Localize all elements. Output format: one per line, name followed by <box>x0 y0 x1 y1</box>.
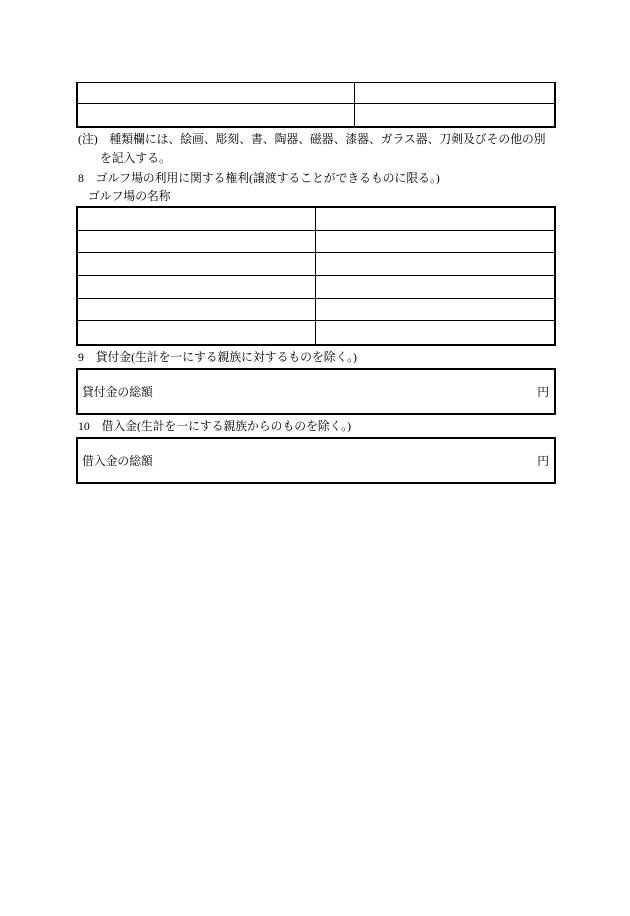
table-cell <box>355 83 554 104</box>
table-cell <box>78 276 316 299</box>
table-cell <box>78 321 316 344</box>
section-8-heading: 8 ゴルフ場の利用に関する権利(譲渡することができるものに限る。) <box>78 171 440 185</box>
table-cell <box>316 299 554 322</box>
section-9-heading: 9 貸付金(生計を一にする親族に対するものを除く。) <box>78 350 357 364</box>
yen-unit: 円 <box>537 384 549 399</box>
art-objects-table <box>76 82 556 128</box>
note-text: (注) 種類欄には、絵画、彫刻、書、陶器、磁器、漆器、ガラス器、刀剣及びその他の別 <box>78 132 546 146</box>
loans-receivable-total-label: 貸付金の総額 <box>82 384 153 399</box>
borrowings-total-box <box>76 437 556 484</box>
table-cell <box>78 104 355 126</box>
table-cell <box>78 253 316 276</box>
table-cell <box>78 83 355 104</box>
section-10-heading: 10 借入金(生計を一にする親族からのものを除く。) <box>78 419 352 433</box>
table-cell <box>316 231 554 254</box>
yen-unit: 円 <box>537 453 549 468</box>
table-cell <box>78 299 316 322</box>
table-cell <box>316 253 554 276</box>
golf-membership-table <box>76 206 556 346</box>
table-cell <box>316 208 554 231</box>
table-cell <box>78 208 316 231</box>
borrowings-total-label: 借入金の総額 <box>82 453 153 468</box>
table-cell <box>316 321 554 344</box>
loans-receivable-total-box <box>76 368 556 415</box>
note-text-continued: を記入する。 <box>100 151 171 165</box>
table-cell <box>78 231 316 254</box>
golf-course-name-label: ゴルフ場の名称 <box>88 189 171 203</box>
table-cell <box>316 276 554 299</box>
table-cell <box>355 104 554 126</box>
